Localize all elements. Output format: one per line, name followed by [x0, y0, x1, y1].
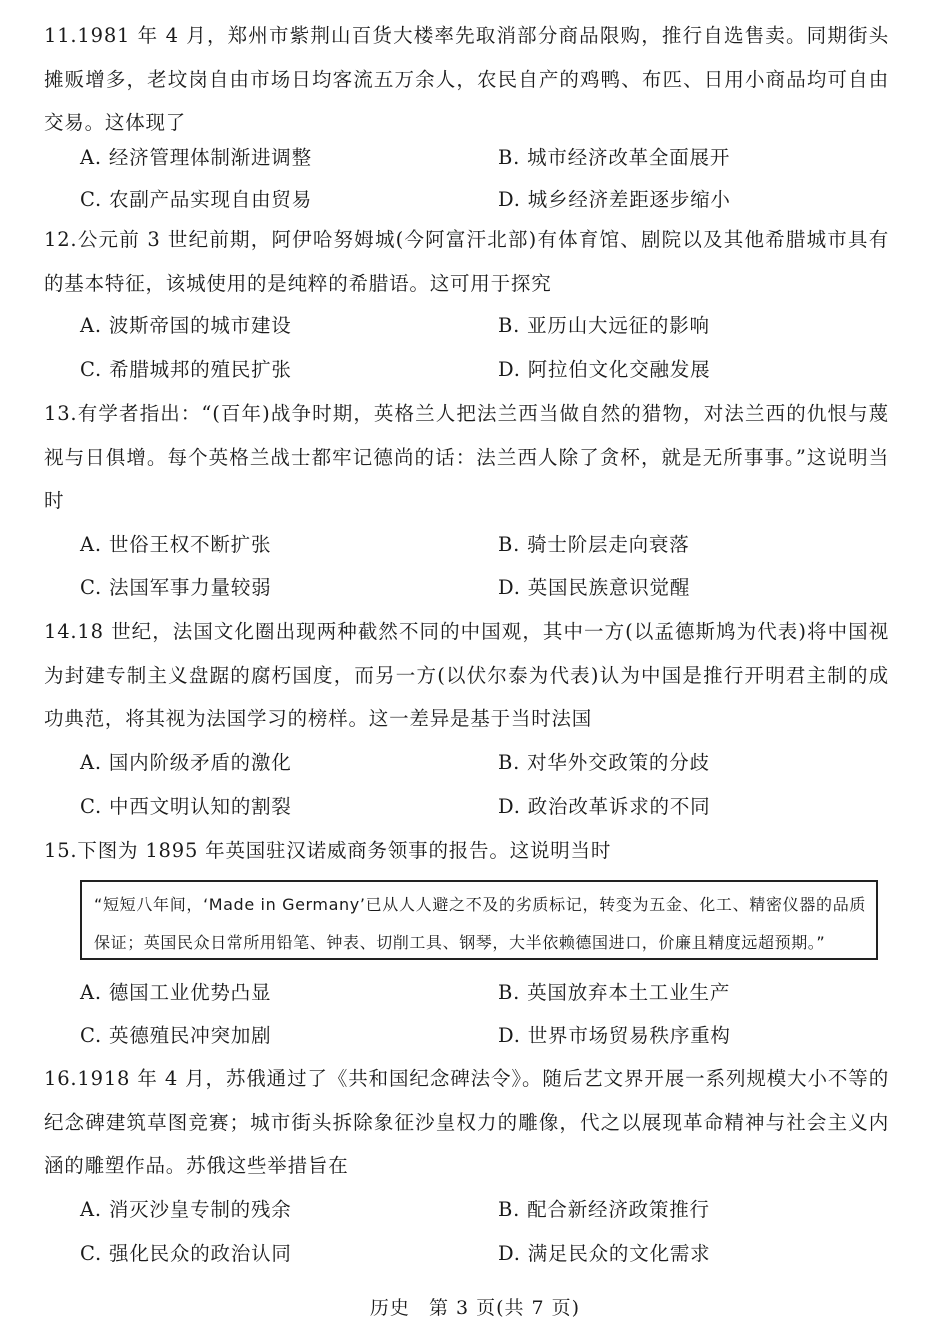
option-c: C. 农副产品实现自由贸易	[80, 188, 313, 211]
option-c: C. 希腊城邦的殖民扩张	[80, 358, 292, 381]
question-stem	[44, 829, 889, 873]
option-b: B. 城市经济改革全面展开	[498, 146, 731, 169]
option-d: D. 政治改革诉求的不同	[498, 795, 711, 818]
option-a: A. 德国工业优势凸显	[80, 981, 272, 1004]
page-footer	[0, 1293, 950, 1320]
option-d: D. 城乡经济差距逐步缩小	[498, 188, 731, 211]
question-text: 有学者指出：“(百年)战争时期，英格兰人把法兰西当做自然的猎物，对法兰西的仇恨与蔑视与日俱增。每个英格兰战士都牢记德尚的话：法兰西人除了贪杯，就是无所事事。”这说明当时	[44, 402, 889, 512]
footer-subject: 历史	[369, 1297, 410, 1319]
question-text: 公元前 3 世纪前期，阿伊哈努姆城(今阿富汗北部)有体育馆、剧院以及其他希腊城市具有的基本特征，该城使用的是纯粹的希腊语。这可用于探究	[44, 228, 889, 295]
question-number: 11.	[44, 24, 78, 47]
source-quote-box: “短短八年间，‘Made in Germany’已从人人避之不及的劣质标记，转变为五金、化工、精密仪器的品质保证；英国民众日常所用铅笔、钟表、切削工具、钢琴，大半依赖德国进口，价廉且精度远超预期。”	[80, 880, 878, 960]
question-stem	[44, 610, 889, 741]
footer-page-number: 第 3 页(共 7 页)	[428, 1297, 581, 1319]
option-c: C. 法国军事力量较弱	[80, 576, 272, 599]
option-a: A. 消灭沙皇专制的残余	[80, 1198, 292, 1221]
option-c: C. 英德殖民冲突加剧	[80, 1024, 272, 1047]
option-b: B. 配合新经济政策推行	[498, 1198, 710, 1221]
option-d: D. 满足民众的文化需求	[498, 1242, 711, 1265]
question-text: 1918 年 4 月，苏俄通过了《共和国纪念碑法令》。随后艺文界开展一系列规模大小不等的纪念碑建筑草图竞赛；城市街头拆除象征沙皇权力的雕像，代之以展现革命精神与社会主义内涵的雕塑作品。苏俄这些举措旨在	[44, 1067, 889, 1177]
option-a: A. 国内阶级矛盾的激化	[80, 751, 292, 774]
option-d: D. 英国民族意识觉醒	[498, 576, 691, 599]
option-a: A. 经济管理体制渐进调整	[80, 146, 312, 169]
question-text: 下图为 1895 年英国驻汉诺威商务领事的报告。这说明当时	[77, 839, 612, 862]
option-c: C. 中西文明认知的割裂	[80, 795, 292, 818]
question-number: 12.	[44, 228, 78, 251]
option-b: B. 英国放弃本土工业生产	[498, 981, 731, 1004]
question-number: 16.	[44, 1067, 78, 1090]
question-text: 18 世纪，法国文化圈出现两种截然不同的中国观，其中一方(以孟德斯鸠为代表)将中国视为封建专制主义盘踞的腐朽国度，而另一方(以伏尔泰为代表)认为中国是推行开明君主制的成功典范，将其视为法国学习的榜样。这一差异是基于当时法国	[44, 620, 889, 730]
question-number: 14.	[44, 620, 78, 643]
question-stem	[44, 218, 889, 305]
option-b: B. 亚历山大远征的影响	[498, 314, 710, 337]
option-a: A. 波斯帝国的城市建设	[80, 314, 292, 337]
option-d: D. 阿拉伯文化交融发展	[498, 358, 711, 381]
option-b: B. 骑士阶层走向衰落	[498, 533, 690, 556]
question-number: 15.	[44, 839, 78, 862]
question-stem	[44, 1057, 889, 1188]
question-stem	[44, 392, 889, 523]
question-number: 13.	[44, 402, 78, 425]
question-stem	[44, 14, 889, 145]
option-a: A. 世俗王权不断扩张	[80, 533, 272, 556]
option-c: C. 强化民众的政治认同	[80, 1242, 292, 1265]
question-text: 1981 年 4 月，郑州市紫荆山百货大楼率先取消部分商品限购，推行自选售卖。同期街头摊贩增多，老坟岗自由市场日均客流五万余人，农民自产的鸡鸭、布匹、日用小商品均可自由交易。这体现了	[44, 24, 889, 134]
option-b: B. 对华外交政策的分歧	[498, 751, 710, 774]
option-d: D. 世界市场贸易秩序重构	[498, 1024, 731, 1047]
